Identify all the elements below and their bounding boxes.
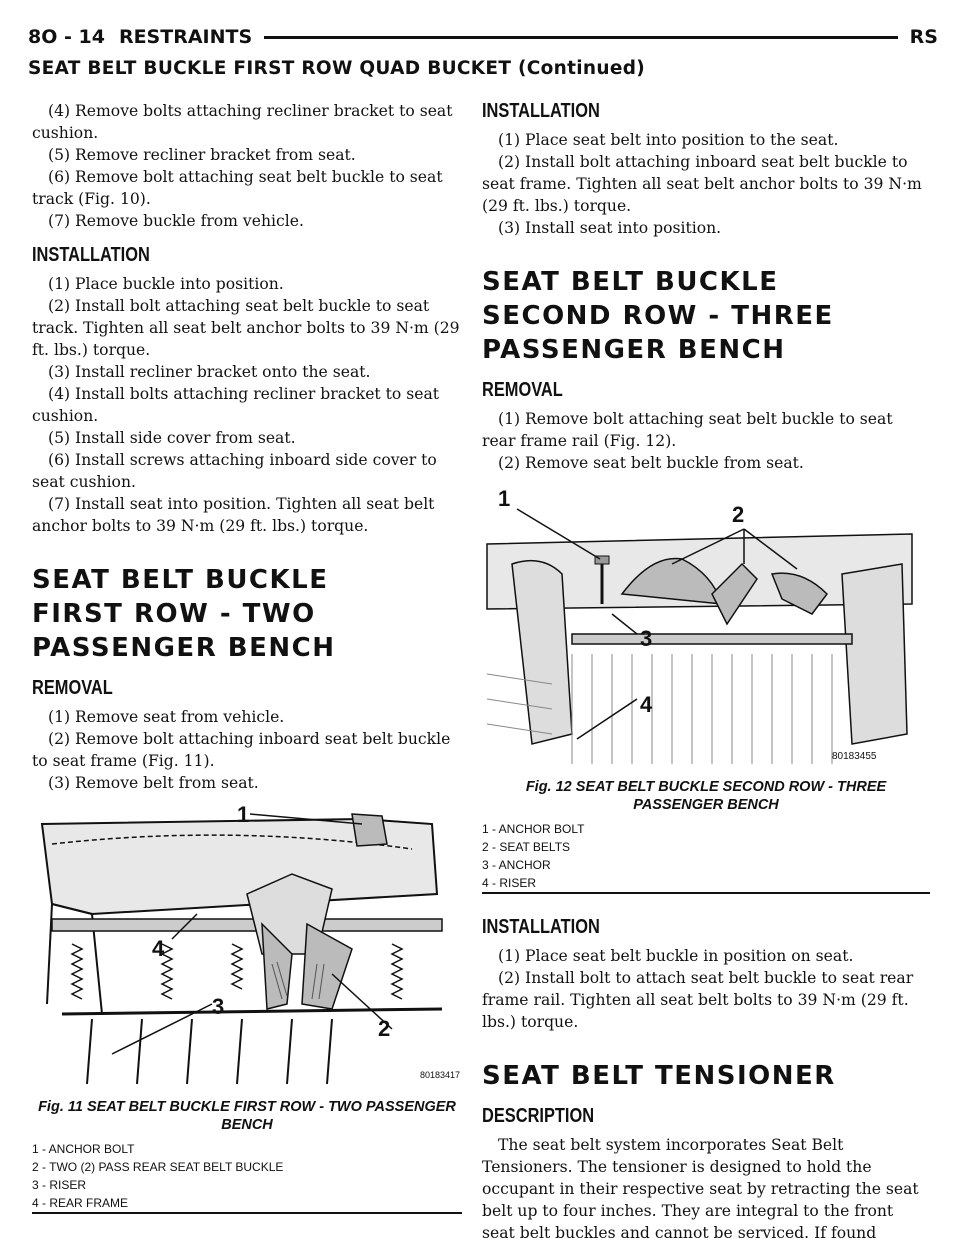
figure-11 [32,804,462,1214]
figure-legend [482,820,930,892]
step: (6) Install screws attaching inboard side cover to seat cushion. [32,451,437,491]
installation-heading: INSTALLATION [482,916,600,938]
removal-heading: REMOVAL [482,379,563,401]
callout-3: 3 [212,994,225,1019]
left-column [32,100,462,1214]
figure-11-illustration [32,802,461,1094]
step: (3) Remove belt from seat. [48,774,259,792]
step: (2) Install bolt to attach seat belt buckle to seat rear frame rail. Tighten all seat belt bolts to 39 N·m (29 ft. lbs.) torque. [482,969,914,1031]
legend-item: 2 - TWO (2) PASS REAR SEAT BELT BUCKLE [32,1160,284,1174]
step: (2) Remove seat belt buckle from seat. [498,454,804,472]
legend-item: 3 - RISER [32,1178,87,1192]
legend-item: 3 - ANCHOR [482,858,551,872]
step: (4) Remove bolts attaching recliner bracket to seat cushion. [32,102,453,142]
description-heading: DESCRIPTION [482,1105,595,1127]
model-code: RS [909,26,938,48]
step: (7) Remove buckle from vehicle. [48,212,304,230]
callout-3: 3 [640,626,653,651]
section-title: SEAT BELT BUCKLE SECOND ROW - THREE PASSENGER BENCH [482,267,834,365]
legend-item: 1 - ANCHOR BOLT [482,822,585,836]
section-title: SEAT BELT BUCKLE FIRST ROW - TWO PASSENGER BENCH [32,565,336,663]
page-number: 8O - 14 [28,26,105,48]
callout-4: 4 [640,692,653,717]
section-name: RESTRAINTS [118,26,253,48]
figure-legend [32,1140,462,1212]
right-column [482,100,930,1244]
figure-caption: Fig. 12 SEAT BELT BUCKLE SECOND ROW - THREE PASSENGER BENCH [525,779,887,813]
callout-1: 1 [498,486,511,511]
callout-2: 2 [732,502,745,527]
figure-caption: Fig. 11 SEAT BELT BUCKLE FIRST ROW - TWO PASSENGER BENCH [38,1099,456,1133]
page-header [28,22,938,52]
removal-heading: REMOVAL [32,677,113,699]
step: (2) Remove bolt attaching inboard seat belt buckle to seat frame (Fig. 11). [32,730,451,770]
callout-1: 1 [237,802,250,827]
figure-id-code: 80183455 [832,751,877,762]
legend-item: 2 - SEAT BELTS [482,840,571,854]
step: (5) Remove recliner bracket from seat. [48,146,356,164]
step: (5) Install side cover from seat. [48,429,296,447]
step: (1) Place seat belt into position to the seat. [498,131,839,149]
step: (2) Install bolt attaching seat belt buckle to seat track. Tighten all seat belt anchor bolts to 39 N·m (29 ft. lbs.) torque. [32,297,460,359]
step: (6) Remove bolt attaching seat belt buckle to seat track (Fig. 10). [32,168,443,208]
legend-item: 4 - REAR FRAME [32,1196,129,1210]
figure-12 [482,484,930,894]
step: (1) Place seat belt buckle in position on seat. [498,947,854,965]
step: (3) Install seat into position. [498,219,722,237]
step: (1) Remove bolt attaching seat belt buckle to seat rear frame rail (Fig. 12). [482,410,893,450]
step: (1) Place buckle into position. [48,275,284,293]
figure-id-code: 80183417 [420,1070,461,1080]
step: (7) Install seat into position. Tighten all seat belt anchor bolts to 39 N·m (29 ft. lbs.) torque. [32,495,435,535]
callout-2: 2 [378,1016,391,1041]
figure-12-illustration [482,484,922,774]
header-rule [264,36,898,39]
continued-heading: SEAT BELT BUCKLE FIRST ROW QUAD BUCKET (Continued) [28,58,646,79]
step: (3) Install recliner bracket onto the seat. [48,363,371,381]
section-title: SEAT BELT TENSIONER [482,1061,836,1091]
callout-4: 4 [152,936,165,961]
installation-heading: INSTALLATION [482,100,600,122]
installation-heading: INSTALLATION [32,244,150,266]
step: (2) Install bolt attaching inboard seat belt buckle to seat frame. Tighten all seat belt anchor bolts to 39 N·m (29 ft. lbs.) torque. [482,153,922,215]
legend-item: 4 - RISER [482,876,537,890]
legend-item: 1 - ANCHOR BOLT [32,1142,135,1156]
step: (4) Install bolts attaching recliner bracket to seat cushion. [32,385,440,425]
description-text: The seat belt system incorporates Seat Belt Tensioners. The tensioner is designed to hold the occupant in their respective seat by retracting the seat belt up to four inches. They are integral to the front seat belt buckles and cannot be serviced. If found [482,1136,919,1242]
step: (1) Remove seat from vehicle. [48,708,285,726]
